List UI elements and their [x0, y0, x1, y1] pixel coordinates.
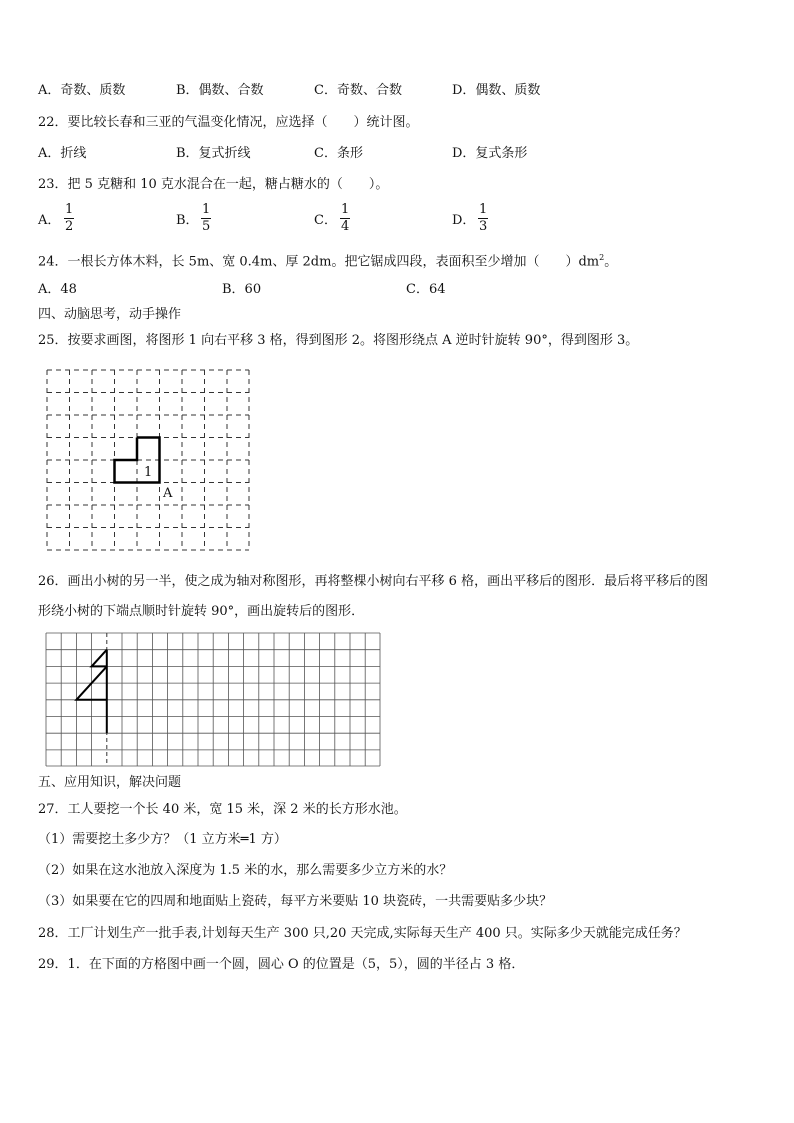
fraction-numerator: 1 — [341, 202, 350, 217]
section-4-heading: 四、动脑思考，动手操作 — [38, 307, 182, 322]
fraction-numerator: 1 — [479, 202, 488, 217]
fraction-denominator: 2 — [65, 219, 74, 234]
q21-option-c: C．奇数、合数 — [314, 83, 402, 98]
q21-option-d: D．偶数、质数 — [452, 83, 541, 98]
q24-question — [38, 249, 617, 271]
q22-option-b: B．复式折线 — [176, 146, 251, 161]
q23-option-a-letter: A． — [38, 213, 61, 228]
q22-question: 22．要比较长春和三亚的气温变化情况，应选择（ ）统计图。 — [38, 115, 419, 130]
section-5-heading: 五、应用知识，解决问题 — [38, 775, 182, 790]
q23-option-b-fraction — [201, 203, 211, 234]
fraction-numerator: 1 — [202, 202, 211, 217]
q22-option-a: A．折线 — [38, 146, 87, 161]
q23-option-a-fraction — [64, 203, 74, 234]
point-a-label: A — [163, 486, 173, 501]
q23-question: 23．把 5 克糖和 10 克水混合在一起，糖占糖水的（ ）。 — [38, 177, 389, 192]
fraction-numerator: 1 — [65, 202, 74, 217]
q25-dashed-grid — [44, 367, 254, 553]
q29-question: 29．1．在下面的方格图中画一个圆，圆心 O 的位置是（5，5），圆的半径占 3 格． — [38, 957, 525, 972]
q22-option-c: C．条形 — [314, 146, 363, 161]
q26-square-grid — [44, 631, 384, 768]
q27-question: 27．工人要挖一个长 40 米，宽 15 米，深 2 米的长方形水池。 — [38, 802, 407, 817]
q27-sub-question-3: （3）如果要在它的四周和地面贴上瓷砖，每平方米要贴 10 块瓷砖，一共需要贴多少块？ — [38, 894, 553, 909]
q26-question-line-2: 形绕小树的下端点顺时针旋转 90°，画出旋转后的图形． — [38, 604, 365, 619]
q21-option-a: A．奇数、质数 — [38, 83, 126, 98]
q27-sub-question-1: （1）需要挖土多少方？（1 立方米═1 方） — [38, 832, 287, 847]
fraction-denominator: 3 — [479, 219, 488, 234]
q24-option-b: B．60 — [222, 282, 262, 297]
q24-unit-superscript: 2 — [599, 253, 605, 262]
q23-option-c-letter: C． — [314, 213, 337, 228]
q21-option-b: B．偶数、合数 — [176, 83, 264, 98]
q24-option-c: C．64 — [406, 282, 446, 297]
fraction-denominator: 5 — [202, 219, 211, 234]
q27-sub-question-2: （2）如果在这水池放入深度为 1.5 米的水，那么需要多少立方米的水？ — [38, 863, 453, 878]
q24-question-text: 24．一根长方体木料，长 5m、宽 0.4m、厚 2dm。把它锯成四段，表面积至少增加（ ）dm — [38, 254, 600, 270]
figure-1-shape — [115, 438, 160, 483]
fraction-denominator: 4 — [341, 219, 350, 234]
figure-1-label: 1 — [144, 465, 153, 480]
q28-question: 28．工厂计划生产一批手表,计划每天生产 300 只,20 天完成,实际每天生产 400 只。实际多少天就能完成任务？ — [38, 926, 687, 941]
q23-option-d-fraction — [478, 203, 488, 234]
q25-question: 25．按要求画图，将图形 1 向右平移 3 格，得到图形 2。将图形绕点 A 逆时针旋转 90°，得到图形 3。 — [38, 333, 639, 348]
q23-option-c-fraction — [340, 203, 350, 234]
q24-option-a: A．48 — [38, 282, 77, 297]
q26-question-line-1: 26．画出小树的另一半，使之成为轴对称图形，再将整棵小树向右平移 6 格，画出平移后的图形．最后将平移后的图 — [38, 574, 709, 589]
q24-question-end: 。 — [604, 254, 618, 270]
q23-option-d-letter: D． — [452, 213, 476, 228]
q22-option-d: D．复式条形 — [452, 146, 528, 161]
q23-option-b-letter: B． — [176, 213, 199, 228]
